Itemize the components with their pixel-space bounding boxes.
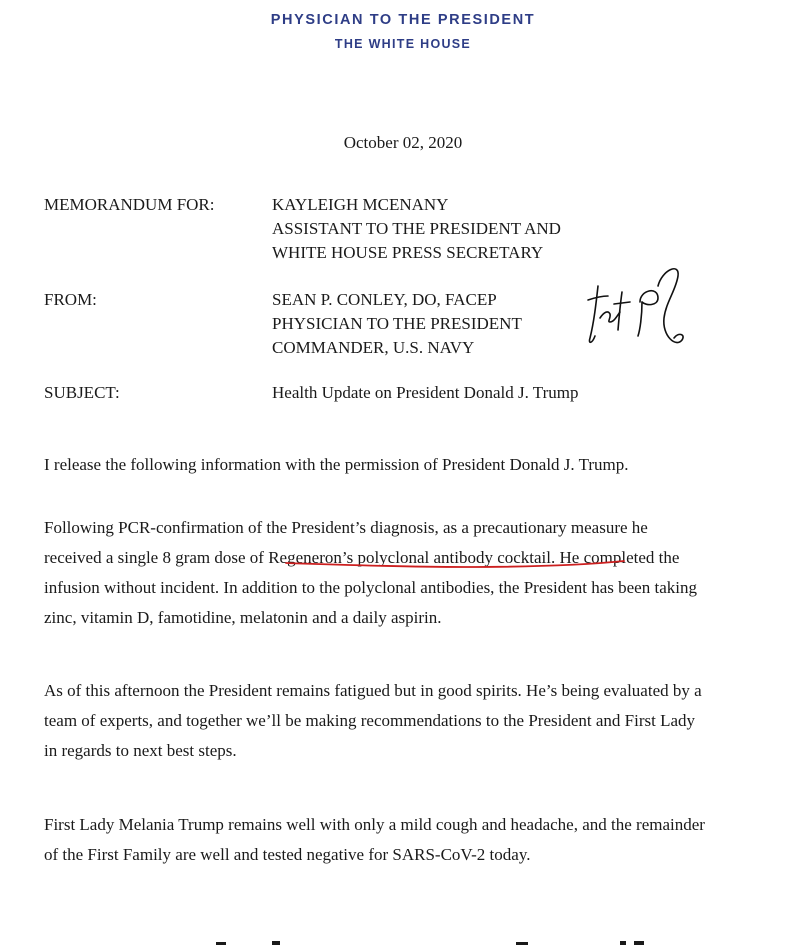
paragraph-line: in regards to next best steps. [44,741,237,760]
sender-line: COMMANDER, U.S. NAVY [272,338,475,357]
cropped-text-fragment [216,936,646,945]
paragraph-line: First Lady Melania Trump remains well with only a mild cough and headache, and the remainder [44,815,705,834]
subject-text: Health Update on President Donald J. Trump [272,383,579,402]
sender-line: SEAN P. CONLEY, DO, FACEP [272,290,497,309]
letterhead-title: PHYSICIAN TO THE PRESIDENT [270,12,536,28]
paragraph-line: infusion without incident. In addition to the polyclonal antibodies, the President has been taking [44,578,697,597]
paragraph-condition [44,676,804,766]
recipient-line: ASSISTANT TO THE PRESIDENT AND [272,219,561,238]
paragraph-treatment [44,513,804,633]
from-label: FROM: [44,290,97,309]
signature-icon [584,256,704,356]
paragraph-line: of the First Family are well and tested negative for SARS-CoV-2 today. [44,845,531,864]
memorandum-for-recipient [272,193,561,265]
from-sender [272,288,522,360]
paragraph-line: I release the following information with the permission of President Donald J. Trump. [44,455,629,474]
paragraph-permission [44,450,804,480]
subject-label: SUBJECT: [44,383,120,402]
paragraph-first-family [44,810,804,870]
memo-date: October 02, 2020 [343,133,463,152]
recipient-line: KAYLEIGH MCENANY [272,195,449,214]
paragraph-line: As of this afternoon the President remains fatigued but in good spirits. He’s being evaluated by a [44,681,702,700]
paragraph-line: Following PCR-confirmation of the President’s diagnosis, as a precautionary measure he [44,518,648,537]
recipient-line: WHITE HOUSE PRESS SECRETARY [272,243,544,262]
paragraph-line: zinc, vitamin D, famotidine, melatonin and a daily aspirin. [44,608,442,627]
letterhead-subtitle: THE WHITE HOUSE [334,37,472,51]
memorandum-for-label: MEMORANDUM FOR: [44,195,215,214]
paragraph-line: team of experts, and together we’ll be making recommendations to the President and First Lady [44,711,696,730]
red-underline-annotation [284,559,626,571]
sender-line: PHYSICIAN TO THE PRESIDENT [272,314,522,333]
paragraph-line: received a single 8 gram dose of Regeneron’s polyclonal antibody cocktail. He completed the [44,548,680,567]
